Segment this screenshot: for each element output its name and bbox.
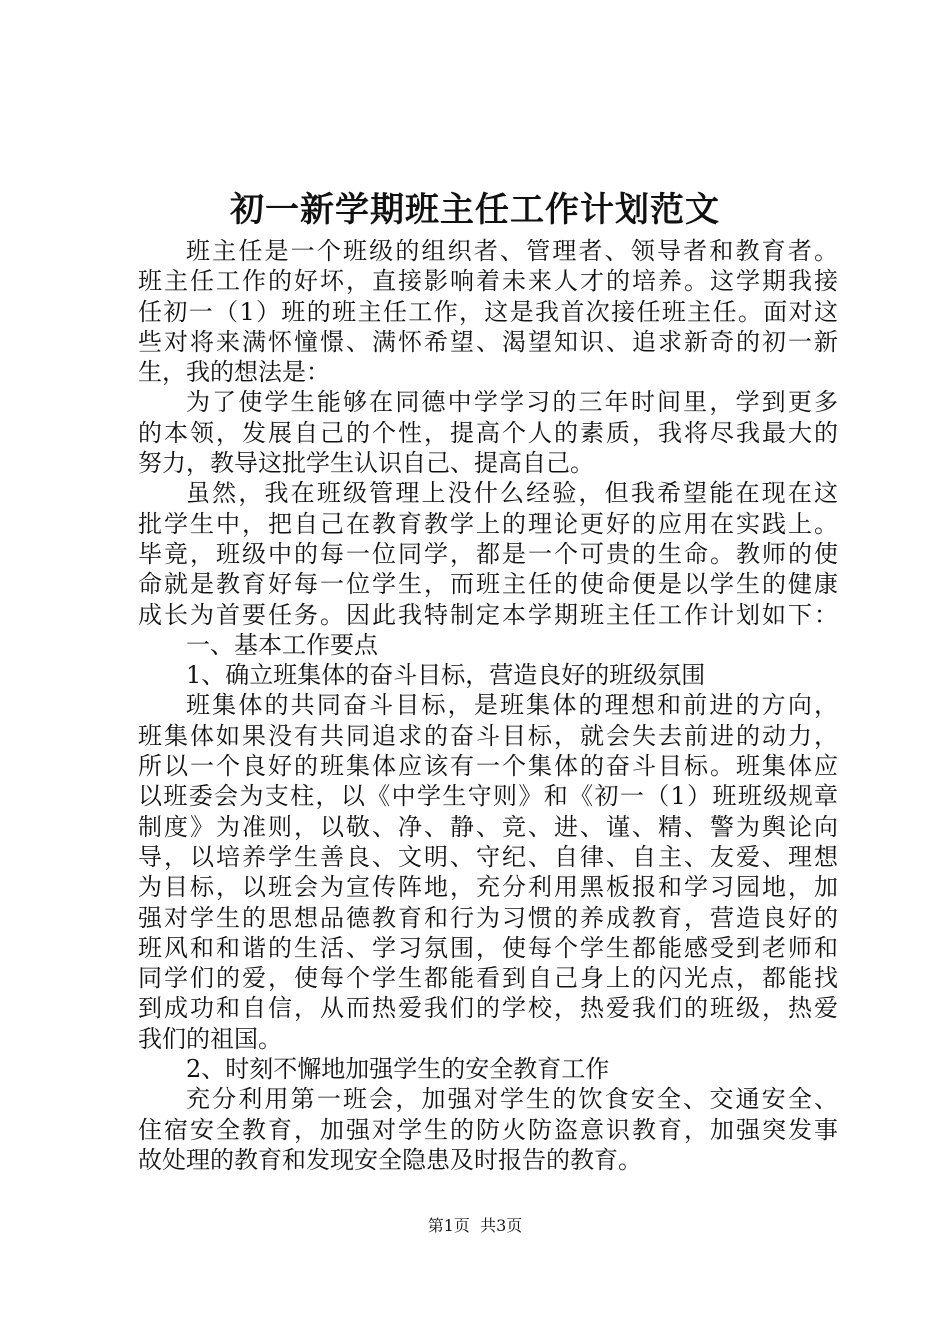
paragraph-line: 些对将来满怀憧憬、满怀希望、渴望知识、追求新奇的初一新 [138,327,838,356]
paragraph-line: 同学们的爱，使每个学生都能看到自己身上的闪光点，都能找 [138,964,838,993]
paragraph-line: 虽然，我在班级管理上没什么经验，但我希望能在现在这 [186,479,838,508]
paragraph-line: 故处理的教育和发现安全隐患及时报告的教育。 [138,1145,642,1174]
paragraph-line: 导，以培养学生善良、文明、守纪、自律、自主、友爱、理想 [138,842,838,871]
paragraph-line: 班集体如果没有共同追求的奋斗目标，就会失去前进的动力， [138,721,838,750]
paragraph-line: 住宿安全教育，加强对学生的防火防盗意识教育，加强突发事 [138,1115,838,1144]
paragraph-line: 生，我的想法是： [138,358,330,387]
paragraph-line: 强对学生的思想品德教育和行为习惯的养成教育，营造良好的 [138,903,838,932]
section-heading: 一、基本工作要点 [186,630,378,659]
subsection-heading: 1、确立班集体的奋斗目标，营造良好的班级氛围 [186,661,706,690]
paragraph-line: 班风和和谐的生活、学习氛围，使每个学生都能感受到老师和 [138,933,838,962]
page-number-label: 第1页 共3页 [427,1216,523,1235]
document-title: 初一新学期班主任工作计划范文 [230,190,720,230]
paragraph-line: 努力，教导这批学生认识自己、提高自己。 [138,449,594,478]
paragraph-line: 命就是教育好每一位学生，而班主任的使命便是以学生的健康 [138,570,838,599]
paragraph-line: 任初一（1）班的班主任工作，这是我首次接任班主任。面对这 [138,297,838,326]
paragraph-line: 以班委会为支柱，以《中学生守则》和《初一（1）班班级规章 [138,782,838,811]
page-footer [0,1214,950,1238]
paragraph-line: 为目标，以班会为宣传阵地，充分利用黑板报和学习园地，加 [138,873,838,902]
paragraph-line: 我们的祖国。 [138,1024,282,1053]
subsection-heading: 2、时刻不懈地加强学生的安全教育工作 [186,1055,610,1084]
document-body [138,236,838,1175]
paragraph-line: 班主任工作的好坏，直接影响着未来人才的培养。这学期我接 [138,267,838,296]
paragraph-line: 到成功和自信，从而热爱我们的学校，热爱我们的班级，热爱 [138,994,838,1023]
paragraph-line: 班主任是一个班级的组织者、管理者、领导者和教育者。 [186,237,838,265]
paragraph-line: 充分利用第一班会，加强对学生的饮食安全、交通安全、 [186,1085,838,1114]
paragraph-line: 所以一个良好的班集体应该有一个集体的奋斗目标。班集体应 [138,752,838,781]
paragraph-line: 制度》为准则，以敬、净、静、竞、进、谨、精、警为舆论向 [138,812,838,841]
paragraph-line: 班集体的共同奋斗目标，是班集体的理想和前进的方向， [186,691,838,720]
paragraph-line: 为了使学生能够在同德中学学习的三年时间里，学到更多 [186,388,838,417]
paragraph-line: 成长为首要任务。因此我特制定本学期班主任工作计划如下： [138,600,838,629]
paragraph-line: 毕竟，班级中的每一位同学，都是一个可贵的生命。教师的使 [138,539,838,568]
paragraph-line: 的本领，发展自己的个性，提高个人的素质，我将尽我最大的 [138,418,838,447]
paragraph-line: 批学生中，把自己在教育教学上的理论更好的应用在实践上。 [138,509,838,538]
